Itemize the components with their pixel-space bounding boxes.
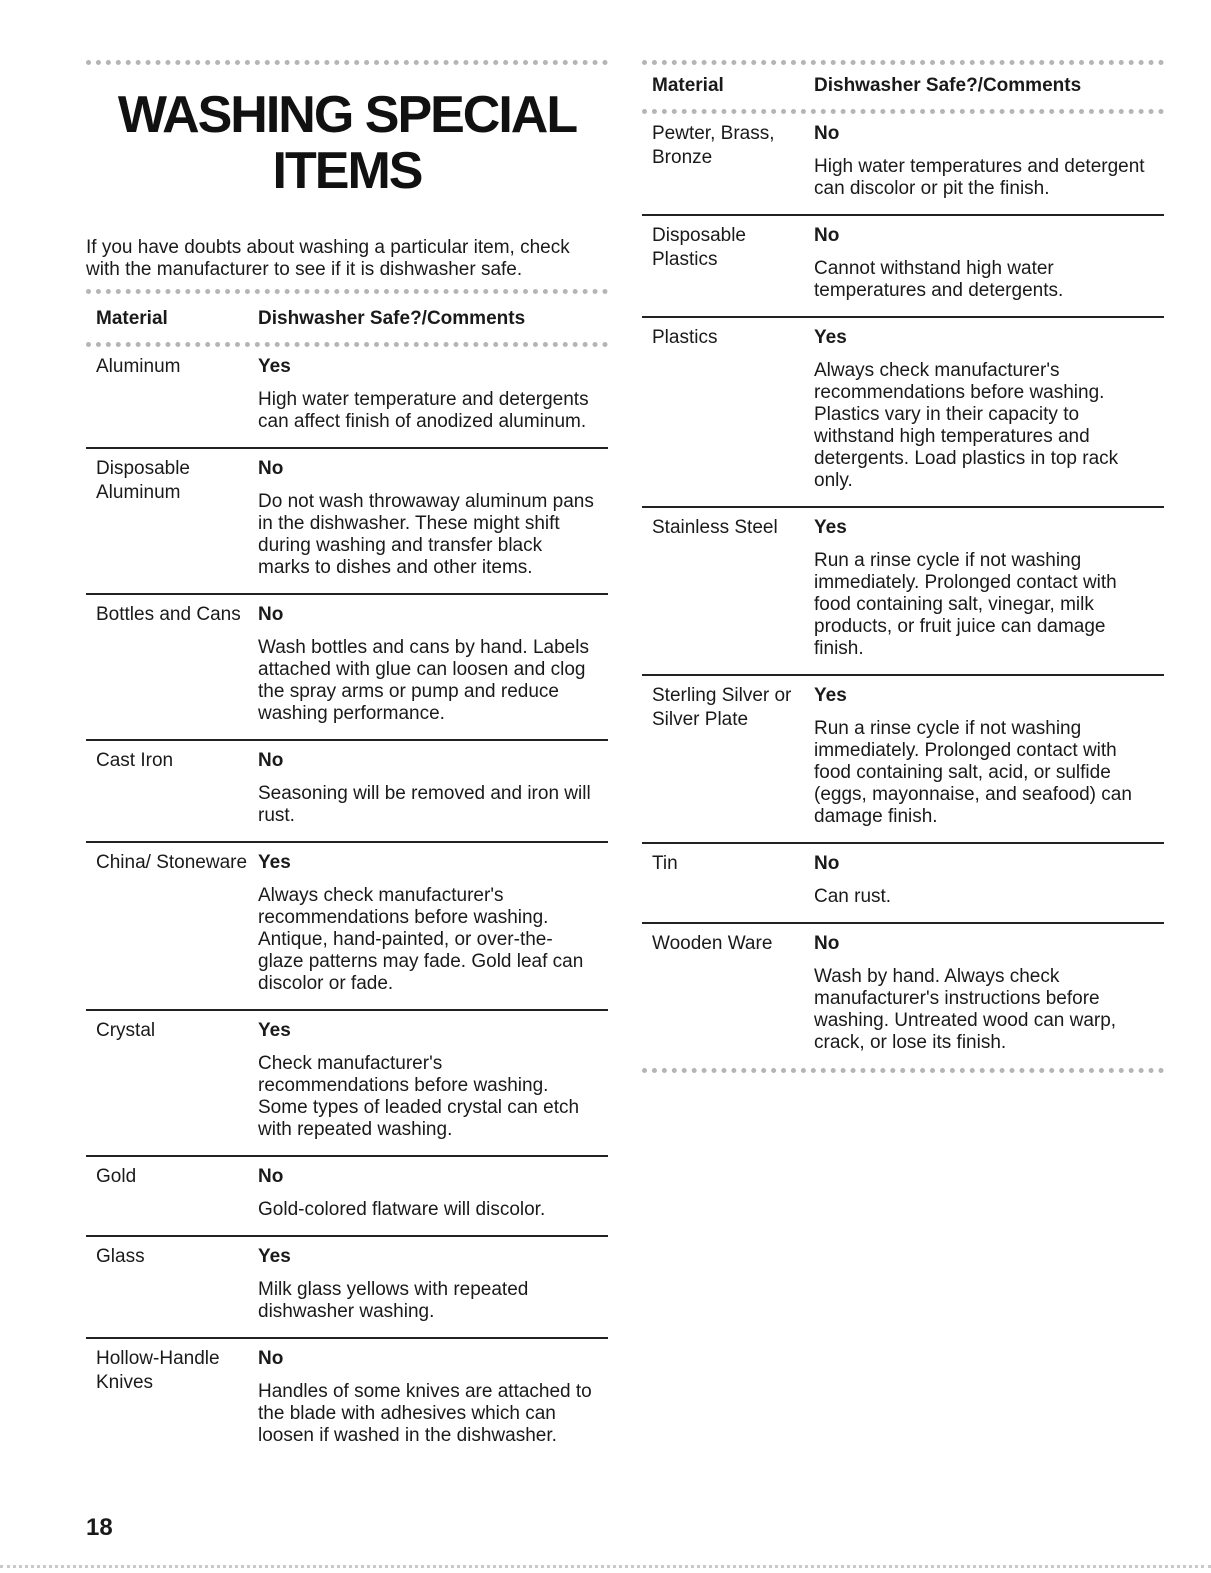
dishwasher-safe-answer: No — [814, 123, 840, 144]
comment-text: Do not wash throwaway aluminum pans in the dishwasher. These might shift during washing and transfer black marks to dishes and other items. — [258, 491, 594, 578]
comment-text: Run a rinse cycle if not washing immediately. Prolonged contact with food containing salt, acid, or sulfide (eggs, mayonnaise, and seafood) can damage finish. — [814, 718, 1132, 827]
comments-cell — [814, 324, 1164, 492]
material-cell: Crystal — [96, 1020, 156, 1041]
title-line-2: ITEMS — [272, 142, 422, 200]
dishwasher-safe-answer: No — [258, 1166, 284, 1187]
comment-text: Milk glass yellows with repeated dishwasher washing. — [258, 1279, 529, 1322]
table-row — [86, 1337, 608, 1461]
material-cell: Sterling Silver or Silver Plate — [652, 685, 792, 730]
material-cell: Aluminum — [96, 356, 181, 377]
header-material: Material — [96, 308, 168, 329]
comment-text: High water temperatures and detergent can discolor or pit the finish. — [814, 156, 1145, 199]
dishwasher-safe-answer: No — [258, 458, 284, 479]
table-row — [86, 841, 608, 1009]
comments-cell — [258, 1345, 608, 1447]
table-row — [642, 674, 1164, 842]
comment-text: Gold-colored flatware will discolor. — [258, 1199, 546, 1220]
material-cell: Disposable Plastics — [652, 225, 746, 270]
page-bottom-divider — [0, 1565, 1211, 1568]
material-cell: Tin — [652, 853, 678, 874]
comments-cell — [258, 1163, 608, 1221]
table-row — [86, 593, 608, 739]
dishwasher-safe-answer: Yes — [258, 356, 291, 377]
table-end-divider — [642, 1068, 1164, 1073]
comments-cell — [814, 514, 1164, 660]
dishwasher-safe-answer: No — [814, 933, 840, 954]
material-cell: Wooden Ware — [652, 933, 773, 954]
top-divider — [86, 60, 608, 65]
dishwasher-safe-answer: No — [814, 225, 840, 246]
dishwasher-safe-answer: Yes — [814, 517, 847, 538]
left-table-body — [86, 347, 608, 1461]
table-row — [86, 1009, 608, 1155]
comment-text: Can rust. — [814, 886, 892, 907]
dishwasher-safe-answer: Yes — [814, 685, 847, 706]
header-comments: Dishwasher Safe?/Comments — [258, 308, 526, 329]
table-header-right — [642, 65, 1164, 109]
comments-cell — [258, 747, 608, 827]
material-cell: Glass — [96, 1246, 145, 1267]
comments-cell — [258, 601, 608, 725]
comments-cell — [258, 1017, 608, 1141]
table-row — [86, 447, 608, 593]
comments-cell — [258, 455, 608, 579]
comments-cell — [258, 1243, 608, 1323]
comment-text: Run a rinse cycle if not washing immediately. Prolonged contact with food containing salt, vinegar, milk products, or fruit juice can damage finish. — [814, 550, 1117, 659]
material-cell: Gold — [96, 1166, 137, 1187]
dishwasher-safe-answer: No — [258, 604, 284, 625]
material-cell: China/ Stoneware — [96, 852, 248, 873]
material-cell: Bottles and Cans — [96, 604, 241, 625]
dishwasher-safe-answer: Yes — [814, 327, 847, 348]
material-cell: Disposable Aluminum — [96, 458, 190, 503]
left-column — [86, 60, 608, 1461]
comment-text: Handles of some knives are attached to the blade with adhesives which can loosen if washed in the dishwasher. — [258, 1381, 592, 1446]
material-cell: Plastics — [652, 327, 718, 348]
table-row — [642, 114, 1164, 214]
table-row — [86, 347, 608, 447]
table-row — [86, 739, 608, 841]
comments-cell — [814, 682, 1164, 828]
table-row — [642, 506, 1164, 674]
comments-cell — [814, 222, 1164, 302]
table-row — [642, 842, 1164, 922]
comments-cell — [814, 850, 1164, 908]
material-cell: Cast Iron — [96, 750, 174, 771]
header-material: Material — [652, 75, 724, 96]
comments-cell — [814, 930, 1164, 1054]
dishwasher-safe-answer: Yes — [258, 852, 291, 873]
table-row — [642, 922, 1164, 1068]
dishwasher-safe-answer: No — [814, 853, 840, 874]
dishwasher-safe-answer: No — [258, 1348, 284, 1369]
table-row — [86, 1155, 608, 1235]
table-header — [86, 294, 608, 342]
comment-text: Always check manufacturer's recommendations before washing. Antique, hand-painted, or over-the-glaze patterns may fade. Gold leaf can discolor or fade. — [258, 885, 584, 994]
dishwasher-safe-answer: Yes — [258, 1246, 291, 1267]
intro-text: If you have doubts about washing a particular item, check with the manufacturer to see if it is dishwasher safe. — [86, 237, 570, 280]
comments-cell — [258, 353, 608, 433]
header-comments: Dishwasher Safe?/Comments — [814, 75, 1082, 96]
right-column — [642, 60, 1164, 1073]
comment-text: Wash by hand. Always check manufacturer's instructions before washing. Untreated wood can warp, crack, or lose its finish. — [814, 966, 1117, 1053]
page-title — [86, 87, 608, 199]
table-row — [642, 316, 1164, 506]
page-number: 18 — [86, 1514, 113, 1541]
table-row — [642, 214, 1164, 316]
comment-text: Seasoning will be removed and iron will rust. — [258, 783, 591, 826]
material-cell: Hollow-Handle Knives — [96, 1348, 220, 1393]
table-row — [86, 1235, 608, 1337]
dishwasher-safe-answer: Yes — [258, 1020, 291, 1041]
comment-text: High water temperature and detergents can affect finish of anodized aluminum. — [258, 389, 589, 432]
right-table-body — [642, 114, 1164, 1068]
material-cell: Pewter, Brass, Bronze — [652, 123, 775, 168]
comment-text: Cannot withstand high water temperatures and detergents. — [814, 258, 1064, 301]
comments-cell — [258, 849, 608, 995]
comment-text: Check manufacturer's recommendations before washing. Some types of leaded crystal can etch with repeated washing. — [258, 1053, 580, 1140]
comment-text: Always check manufacturer's recommendations before washing. Plastics vary in their capacity to withstand high temperatures and detergents. Load plastics in top rack only. — [814, 360, 1119, 491]
material-cell: Stainless Steel — [652, 517, 778, 538]
title-line-1: WASHING SPECIAL — [117, 86, 577, 144]
comments-cell — [814, 120, 1164, 200]
dishwasher-safe-answer: No — [258, 750, 284, 771]
comment-text: Wash bottles and cans by hand. Labels attached with glue can loosen and clog the spray arms or pump and reduce washing performance. — [258, 637, 589, 724]
